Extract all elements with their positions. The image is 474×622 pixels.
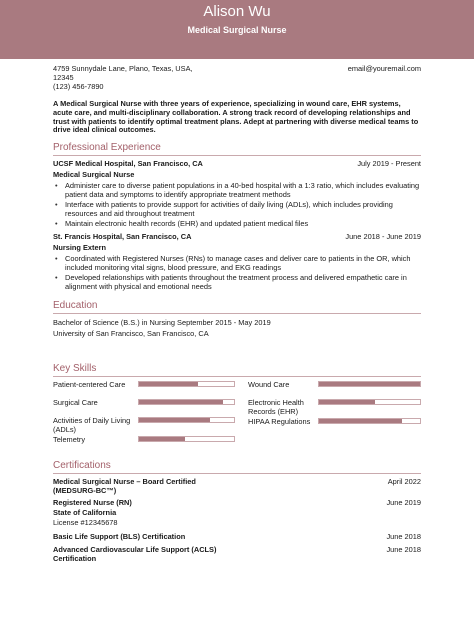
- list-item: • Developed relationships with patients throughout the treatment process and delivered empathetic care in alignment with physical and emotional needs: [53, 273, 421, 291]
- cert-date: April 2022: [387, 477, 421, 486]
- skill-label: Patient-centered Care: [53, 380, 126, 389]
- education-school: University of San Francisco, San Francisco, CA: [53, 329, 209, 338]
- skill-label: HIPAA Regulations: [248, 417, 311, 426]
- skill-label: Surgical Care: [53, 398, 98, 407]
- section-title-experience: Professional Experience: [53, 142, 161, 153]
- skill-bar-fill: [139, 418, 210, 422]
- section-divider: [53, 313, 421, 314]
- section-title-certifications: Certifications: [53, 460, 111, 471]
- skill-label: Wound Care: [248, 380, 290, 389]
- email: email@youremail.com: [347, 64, 421, 73]
- section-divider: [53, 155, 421, 156]
- job-position: Nursing Extern: [53, 243, 106, 252]
- section-divider: [53, 376, 421, 377]
- skill-bar-fill: [319, 400, 375, 404]
- cert-name: Medical Surgical Nurse – Board Certified (MEDSURG-BC™): [53, 477, 196, 495]
- skill-bar: [138, 399, 235, 405]
- skill-bar-fill: [139, 382, 198, 386]
- cert-name: Advanced Cardiovascular Life Support (ACLS) Certification: [53, 545, 217, 563]
- cert-date: June 2018: [386, 532, 421, 541]
- candidate-name: Alison Wu: [203, 3, 271, 20]
- skill-bar-fill: [139, 400, 223, 404]
- contact-address: [53, 64, 253, 91]
- list-item: • Maintain electronic health records (EHR) and updated patient medical files: [53, 219, 421, 228]
- job-dates: June 2018 - June 2019: [345, 232, 421, 241]
- skill-bar: [138, 381, 235, 387]
- address-line-2: 12345: [53, 73, 74, 82]
- skill-bar-fill: [319, 382, 420, 386]
- list-item: • Interface with patients to provide support for activities of daily living (ADLs), which includes providing resources and aid throughout treatment: [53, 200, 421, 218]
- job-position: Medical Surgical Nurse: [53, 170, 135, 179]
- cert-name: Basic Life Support (BLS) Certification: [53, 532, 186, 541]
- candidate-role: Medical Surgical Nurse: [187, 25, 287, 35]
- cert-name: Registered Nurse (RN): [53, 498, 132, 507]
- summary: A Medical Surgical Nurse with three years of experience, specializing in wound care, EHR systems, acute care, and multi-disciplinary collaboration. A strong track record of developing relationships and trust with patients to identify optimal treatment plans. Adept at partnering with diverse medical teams to drive ideal clinical outcomes.: [53, 99, 419, 135]
- skill-bar: [318, 418, 421, 424]
- skill-label: Electronic Health Records (EHR): [248, 398, 304, 416]
- cert-date: June 2018: [386, 545, 421, 554]
- skill-bar-fill: [139, 437, 185, 441]
- skill-label: Activities of Daily Living (ADLs): [53, 416, 131, 434]
- skill-bar: [138, 417, 235, 423]
- skill-bar-fill: [319, 419, 402, 423]
- section-title-education: Education: [53, 300, 98, 311]
- education-degree: Bachelor of Science (B.S.) in Nursing September 2015 - May 2019: [53, 318, 271, 327]
- address-line-1: 4759 Sunnydale Lane, Plano, Texas, USA,: [53, 64, 193, 73]
- resume-header: [0, 0, 474, 59]
- list-item: • Coordinated with Registered Nurses (RNs) to manage cases and deliver care to patients in the OR, which included monitoring vital signs, blood pressure, and EKG readings: [53, 254, 421, 272]
- job-dates: July 2019 - Present: [357, 159, 421, 168]
- cert-date: June 2019: [386, 498, 421, 507]
- skill-label: Telemetry: [53, 435, 86, 444]
- skill-bar: [138, 436, 235, 442]
- phone: (123) 456-7890: [53, 82, 104, 91]
- cert-license: License #12345678: [53, 518, 118, 527]
- job-employer: St. Francis Hospital, San Francisco, CA: [53, 232, 192, 241]
- cert-issuer: State of California: [53, 508, 117, 517]
- skill-bar: [318, 399, 421, 405]
- job-bullets: [53, 254, 421, 292]
- skill-bar: [318, 381, 421, 387]
- job-employer: UCSF Medical Hospital, San Francisco, CA: [53, 159, 203, 168]
- section-title-skills: Key Skills: [53, 363, 97, 374]
- job-bullets: [53, 181, 421, 229]
- list-item: • Administer care to diverse patient populations in a 40-bed hospital with a 1:3 ratio, which includes evaluating patient data and symptoms to identify appropriate treatment methods: [53, 181, 421, 199]
- section-divider: [53, 473, 421, 474]
